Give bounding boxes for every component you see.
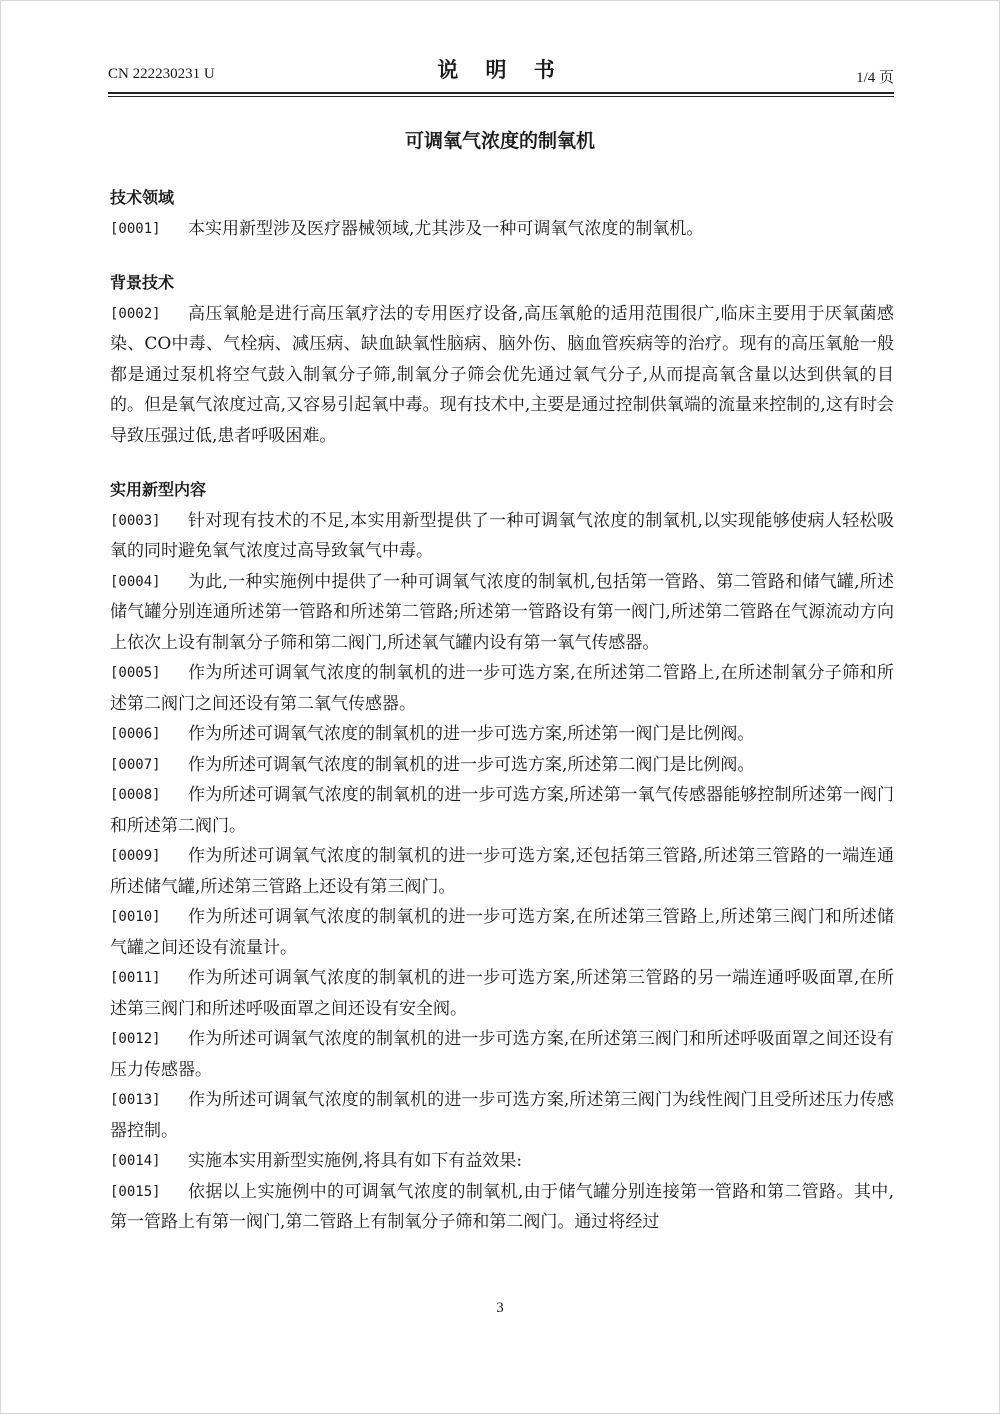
paragraph-number: [0002]: [110, 305, 161, 322]
section-heading: 背景技术: [110, 273, 175, 292]
paragraph-number: [0012]: [110, 1031, 161, 1047]
paragraph: [110, 658, 894, 719]
paragraph-number: [0007]: [110, 756, 161, 773]
header-rule-thick: [108, 92, 894, 94]
paragraph-number: [0015]: [110, 1183, 161, 1200]
paragraph-text: 作为所述可调氧气浓度的制氧机的进一步可选方案,所述第一氧气传感器能够控制所述第一阀门和所述第二阀门。: [110, 785, 894, 836]
paragraph: [110, 841, 894, 902]
document-title: 可调氧气浓度的制氧机: [404, 130, 595, 152]
paragraph: [110, 963, 894, 1024]
page-number: 3: [496, 1300, 504, 1316]
section-technical-field: [110, 183, 894, 244]
paragraph: [110, 299, 894, 452]
document-body: [110, 183, 894, 1238]
paragraph-text: 高压氧舱是进行高压氧疗法的专用医疗设备,高压氧舱的适用范围很广,临床主要用于厌氧菌感染、CO中毒、气栓病、减压病、缺血缺氧性脑病、脑外伤、脑血管疾病等的治疗。现有的高压氧舱一般都是通过泵机将空气鼓入制氧分子筛,制氧分子筛会优先通过氧气分子,从而提高氧含量以达到供氧的目的。但是氧气浓度过高,又容易引起氧中毒。现有技术中,主要是通过控制供氧端的流量来控制的,这有时会导致压强过低,患者呼吸困难。: [110, 303, 894, 446]
paragraph: [110, 506, 894, 567]
paragraph: [110, 214, 894, 245]
paragraph: [110, 750, 894, 781]
paragraph-text: 作为所述可调氧气浓度的制氧机的进一步可选方案,所述第三阀门为线性阀门且受所述压力传感器控制。: [110, 1090, 894, 1141]
paragraph: [110, 719, 894, 750]
section-heading: 实用新型内容: [110, 480, 207, 499]
page-header: [108, 54, 894, 90]
page-of-label: 1/4 页: [856, 70, 894, 86]
paragraph-number: [0005]: [110, 665, 161, 681]
paragraph: [110, 780, 894, 841]
paragraph: [110, 1024, 894, 1085]
paragraph-number: [0013]: [110, 1092, 161, 1108]
paragraph-number: [0006]: [110, 726, 161, 742]
header-rule-thin: [108, 96, 894, 97]
paragraph-number: [0009]: [110, 848, 161, 864]
paragraph-text: 实施本实用新型实施例,将具有如下有益效果:: [188, 1151, 523, 1171]
paragraph-number: [0008]: [110, 787, 161, 803]
paragraph-number: [0011]: [110, 970, 161, 986]
document-number: CN 222230231 U: [108, 66, 215, 82]
section-utility-model-content: [110, 475, 894, 1238]
paragraph: [110, 1085, 894, 1146]
paragraph-text: 针对现有技术的不足,本实用新型提供了一种可调氧气浓度的制氧机,以实现能够使病人轻松吸氧的同时避免氧气浓度过高导致氧气中毒。: [110, 510, 894, 561]
document-type: 说 明 书: [437, 58, 565, 82]
paragraph: [110, 1177, 894, 1238]
paragraph-text: 为此,一种实施例中提供了一种可调氧气浓度的制氧机,包括第一管路、第二管路和储气罐,所述储气罐分别连通所述第一管路和所述第二管路;所述第一管路设有第一阀门,所述第二管路在气源流动方向上依次上设有制氧分子筛和第二阀门,所述氧气罐内设有第一氧气传感器。: [110, 571, 894, 653]
paragraph-number: [0004]: [110, 573, 161, 590]
paragraph-text: 作为所述可调氧气浓度的制氧机的进一步可选方案,在所述第三管路上,所述第三阀门和所述储气罐之间还设有流量计。: [110, 907, 894, 958]
paragraph-text: 作为所述可调氧气浓度的制氧机的进一步可选方案,还包括第三管路,所述第三管路的一端连通所述储气罐,所述第三管路上还设有第三阀门。: [110, 846, 894, 897]
paragraph-number: [0001]: [110, 220, 161, 237]
paragraph: [110, 1146, 894, 1177]
section-background: [110, 268, 894, 451]
paragraph: [110, 902, 894, 963]
paragraph-text: 作为所述可调氧气浓度的制氧机的进一步可选方案,所述第一阀门是比例阀。: [188, 724, 755, 744]
paragraph: [110, 567, 894, 659]
paragraph-number: [0003]: [110, 512, 161, 529]
paragraph-text: 作为所述可调氧气浓度的制氧机的进一步可选方案,所述第三管路的另一端连通呼吸面罩,在所述第三阀门和所述呼吸面罩之间还设有安全阀。: [110, 968, 894, 1019]
paragraph-number: [0010]: [110, 909, 161, 925]
paragraph-text: 作为所述可调氧气浓度的制氧机的进一步可选方案,所述第二阀门是比例阀。: [188, 754, 755, 775]
section-heading: 技术领域: [110, 188, 175, 207]
paragraph-text: 本实用新型涉及医疗器械领域,尤其涉及一种可调氧气浓度的制氧机。: [188, 218, 704, 239]
paragraph-number: [0014]: [110, 1153, 161, 1169]
paragraph-text: 依据以上实施例中的可调氧气浓度的制氧机,由于储气罐分别连接第一管路和第二管路。其中,第一管路上有第一阀门,第二管路上有制氧分子筛和第二阀门。通过将经过: [110, 1181, 894, 1232]
paragraph-text: 作为所述可调氧气浓度的制氧机的进一步可选方案,在所述第二管路上,在所述制氧分子筛和所述第二阀门之间还设有第二氧气传感器。: [110, 663, 894, 714]
paragraph-text: 作为所述可调氧气浓度的制氧机的进一步可选方案,在所述第三阀门和所述呼吸面罩之间还设有压力传感器。: [110, 1029, 894, 1080]
